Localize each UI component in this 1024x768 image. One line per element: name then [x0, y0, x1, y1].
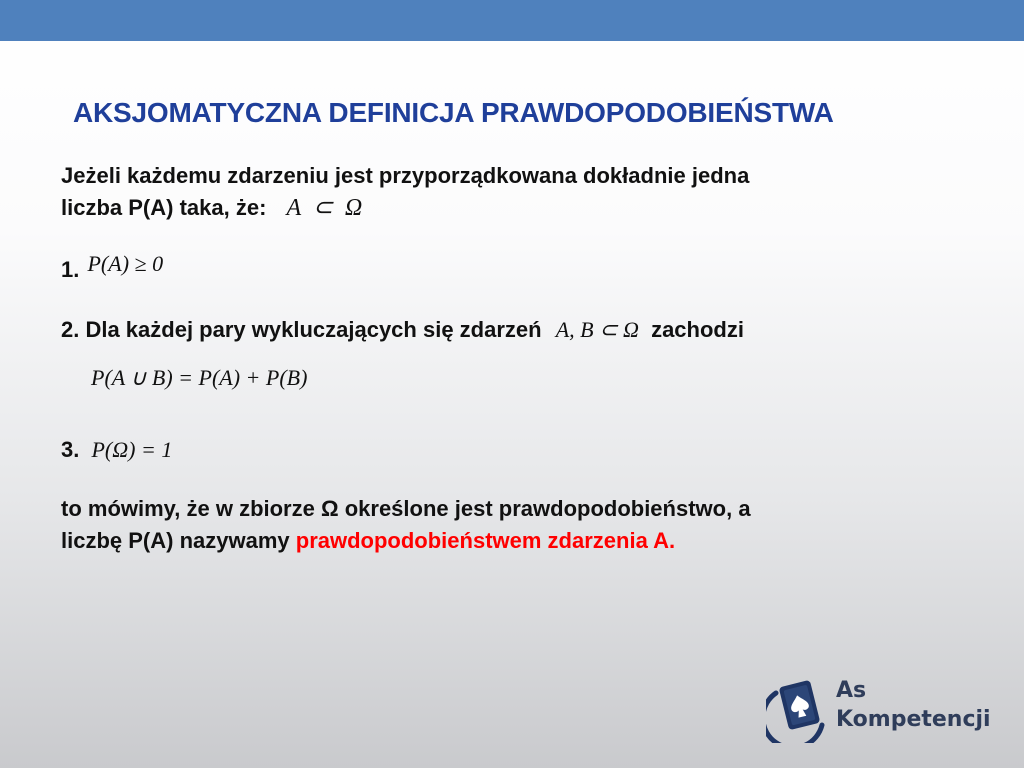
conclusion-line-1: to mówimy, że w zbiorze Ω określone jest prawdopodobieństwo, a: [61, 496, 751, 521]
item-1: [61, 251, 164, 286]
item-2-sets: A, B ⊂ Ω: [555, 317, 639, 342]
intro-line-2-text: liczba P(A) taka, że:: [61, 195, 267, 220]
item-3: [61, 434, 172, 466]
item-2-suffix: zachodzi: [651, 317, 744, 342]
conclusion-highlight: prawdopodobieństwem zdarzenia A.: [295, 528, 676, 553]
logo-line-2: Kompetencji: [836, 707, 991, 732]
item-1-label: 1.: [61, 257, 80, 282]
top-accent-band: [0, 0, 1024, 41]
item-2-formula-line: [91, 362, 307, 394]
item-2: [61, 314, 744, 346]
intro-formula: A ⊂ Ω: [286, 195, 366, 221]
item-1-formula: P(A) ≥ 0: [87, 251, 164, 276]
intro-line-1: Jeżeli każdemu zdarzeniu jest przyporządkowana dokładnie jedna: [61, 163, 750, 188]
item-2-formula: P(A ∪ B) = P(A) + P(B): [91, 365, 308, 390]
logo-text: [836, 676, 991, 734]
conclusion-line-2: [61, 525, 675, 557]
conclusion-prefix: liczbę P(A) nazywamy: [61, 528, 290, 553]
spade-card-icon: [766, 673, 830, 743]
item-3-label: 3.: [61, 437, 80, 462]
as-kompetencji-logo: [766, 673, 1006, 743]
item-3-formula: P(Ω) = 1: [91, 437, 173, 462]
slide-title: AKSJOMATYCZNA DEFINICJA PRAWDOPODOBIEŃSTWA: [73, 97, 834, 128]
intro-line-2: [61, 192, 365, 224]
item-2-text: 2. Dla każdej pary wykluczających się zdarzeń: [61, 317, 542, 342]
logo-line-1: As: [836, 678, 867, 703]
